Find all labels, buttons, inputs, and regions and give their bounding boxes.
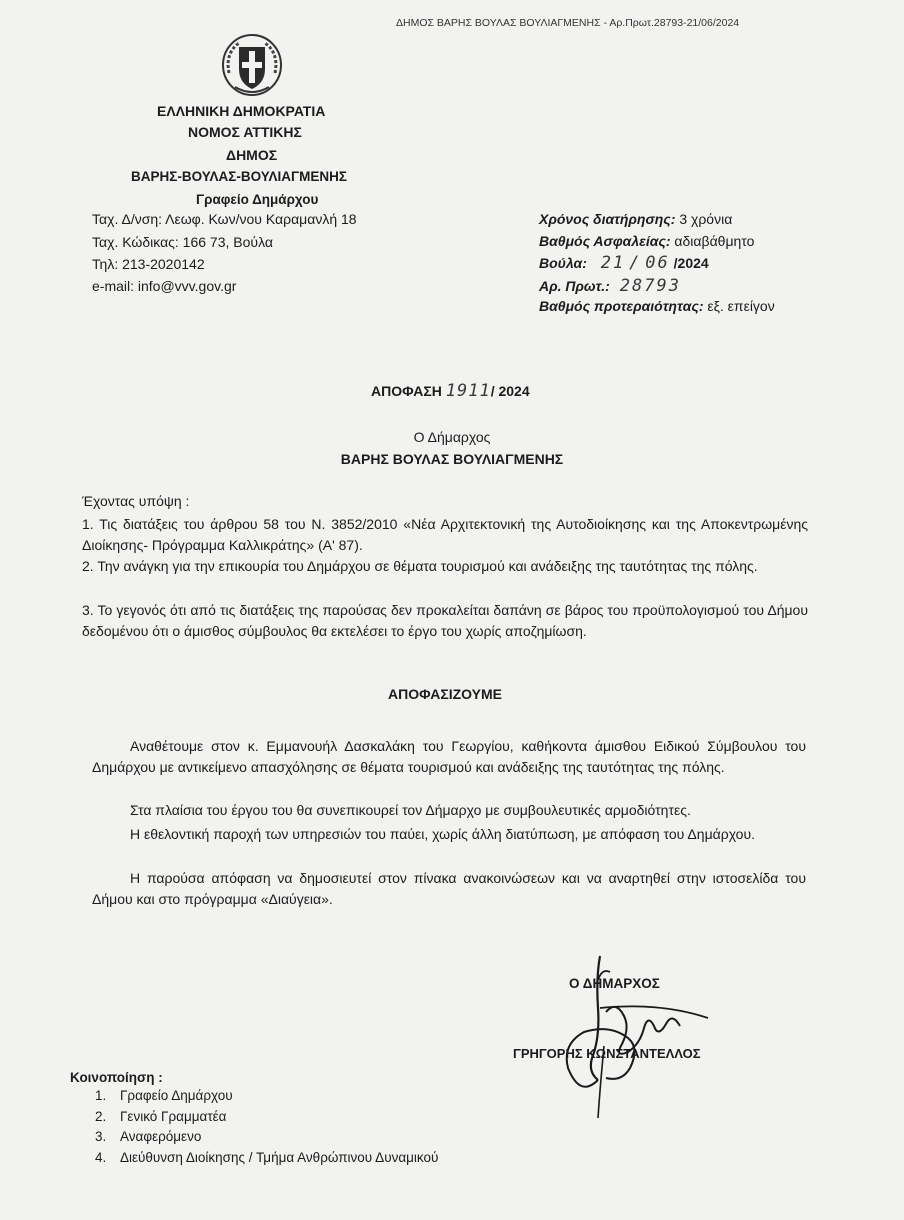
priority-label: Βαθμός προτεραιότητας: xyxy=(539,298,704,314)
handwritten-signature-icon xyxy=(540,948,720,1128)
resolution-heading: ΑΠΟΦΑΣΙΖΟΥΜΕ xyxy=(388,686,503,702)
protocol-number-handwritten: 28793 xyxy=(619,276,681,296)
list-item: 4. Διεύθυνση Διοίκησης / Τμήμα Ανθρώπινου Δυναμικού xyxy=(95,1149,439,1165)
date-label: Βούλα: xyxy=(539,255,587,271)
security-value: αδιαβάθμητο xyxy=(674,233,755,249)
contact-email: e-mail: info@vvv.gov.gr xyxy=(92,278,237,294)
list-item: 3. Αναφερόμενο xyxy=(95,1129,202,1144)
resolution-paragraph-2: Στα πλαίσια του έργου του θα συνεπικουρεί τον Δήμαρχο με συμβουλευτικές αρμοδιότητες. xyxy=(130,802,691,818)
issuer-line-1: Ο Δήμαρχος xyxy=(413,429,491,445)
decision-title xyxy=(371,381,530,401)
signature-title: Ο ΔΗΜΑΡΧΟΣ xyxy=(569,976,660,991)
resolution-paragraph-4: Η παρούσα απόφαση να δημοσιευτεί στον πίνακα ανακοινώσεων και να αναρτηθεί στην ιστοσελίδα του Δήμου και στο πρόγραμμα «Διαύγεια». xyxy=(92,870,806,907)
contact-address: Ταχ. Δ/νση: Λεωφ. Κων/νου Καραμανλή 18 xyxy=(92,211,357,227)
decision-year: / 2024 xyxy=(490,383,530,399)
consideration-item-3: 3. Το γεγονός ότι από τις διατάξεις της παρούσας δεν προκαλείται δαπάνη σε βάρος του προϋπολογισμού του Δήμου δεδομένου ότι ο άμισθος σύμβουλος θα εκτελέσει το έργο του χωρίς αποζημίωση. xyxy=(82,602,808,639)
date-separator: / xyxy=(629,253,642,273)
security-row xyxy=(539,233,754,249)
consideration-item-1: 1. Τις διατάξεις του άρθρου 58 του Ν. 3852/2010 «Νέα Αρχιτεκτονική της Αυτοδιοίκησης και της Αποκεντρωμένης Διοίκησης- Πρόγραμμα Καλλικράτης» (Α' 87). xyxy=(82,516,808,553)
date-row xyxy=(539,253,709,273)
decision-title-prefix: ΑΠΟΦΑΣΗ xyxy=(371,383,442,399)
protocol-reference-header: ΔΗΜΟΣ ΒΑΡΗΣ ΒΟΥΛΑΣ ΒΟΥΛΙΑΓΜΕΝΗΣ - Αρ.Πρωτ.28793-21/06/2024 xyxy=(396,17,740,29)
list-item: 2. Γενικό Γραμματέα xyxy=(95,1108,227,1124)
contact-postal-code: Ταχ. Κώδικας: 166 73, Βούλα xyxy=(92,234,273,250)
authority-line-5: Γραφείο Δημάρχου xyxy=(196,192,319,207)
greek-coat-of-arms-icon xyxy=(221,33,283,97)
signatory-name: ΓΡΗΓΟΡΗΣ ΚΩΝΣΤΑΝΤΕΛΛΟΣ xyxy=(513,1046,701,1061)
authority-line-3: ΔΗΜΟΣ xyxy=(226,147,278,163)
issuer-line-2: ΒΑΡΗΣ ΒΟΥΛΑΣ ΒΟΥΛΙΑΓΜΕΝΗΣ xyxy=(340,451,564,467)
security-label: Βαθμός Ασφαλείας: xyxy=(539,233,671,249)
distribution-heading: Κοινοποίηση : xyxy=(70,1070,163,1085)
considerations-intro: Έχοντας υπόψη : xyxy=(82,493,190,509)
protocol-row xyxy=(539,276,681,296)
contact-phone: Τηλ: 213-2020142 xyxy=(92,256,205,272)
retention-row xyxy=(539,211,732,227)
authority-line-1: ΕΛΛΗΝΙΚΗ ΔΗΜΟΚΡΑΤΙΑ xyxy=(157,103,326,119)
resolution-paragraph-1: Αναθέτουμε στον κ. Εμμανουήλ Δασκαλάκη του Γεωργίου, καθήκοντα άμισθου Ειδικού Σύμβουλου του Δημάρχου με αντικείμενο απασχόλησης σε θέματα τουρισμού και ανάδειξης της ταυτότητας της πόλης. xyxy=(92,738,806,775)
authority-line-2: ΝΟΜΟΣ ΑΤΤΙΚΗΣ xyxy=(188,124,302,140)
date-day-handwritten: 21 xyxy=(600,253,626,273)
authority-line-4: ΒΑΡΗΣ-ΒΟΥΛΑΣ-ΒΟΥΛΙΑΓΜΕΝΗΣ xyxy=(131,169,347,184)
priority-row xyxy=(539,298,775,314)
decision-number-handwritten: 1911 xyxy=(445,381,491,401)
list-item: 1. Γραφείο Δημάρχου xyxy=(95,1088,233,1103)
date-month-handwritten: 06 xyxy=(645,253,670,273)
distribution-list xyxy=(95,1086,438,1168)
priority-value: εξ. επείγον xyxy=(707,298,775,314)
date-year: /2024 xyxy=(673,255,709,271)
retention-value: 3 χρόνια xyxy=(679,211,733,227)
retention-label: Χρόνος διατήρησης: xyxy=(539,211,676,227)
resolution-paragraph-3: Η εθελοντική παροχή των υπηρεσιών του παύει, χωρίς άλλη διατύπωση, με απόφαση του Δημάρχου. xyxy=(130,826,755,842)
protocol-label: Αρ. Πρωτ.: xyxy=(539,278,610,294)
consideration-item-2: 2. Την ανάγκη για την επικουρία του Δημάρχου σε θέματα τουρισμού και ανάδειξης της ταυτότητας της πόλης. xyxy=(82,558,758,574)
